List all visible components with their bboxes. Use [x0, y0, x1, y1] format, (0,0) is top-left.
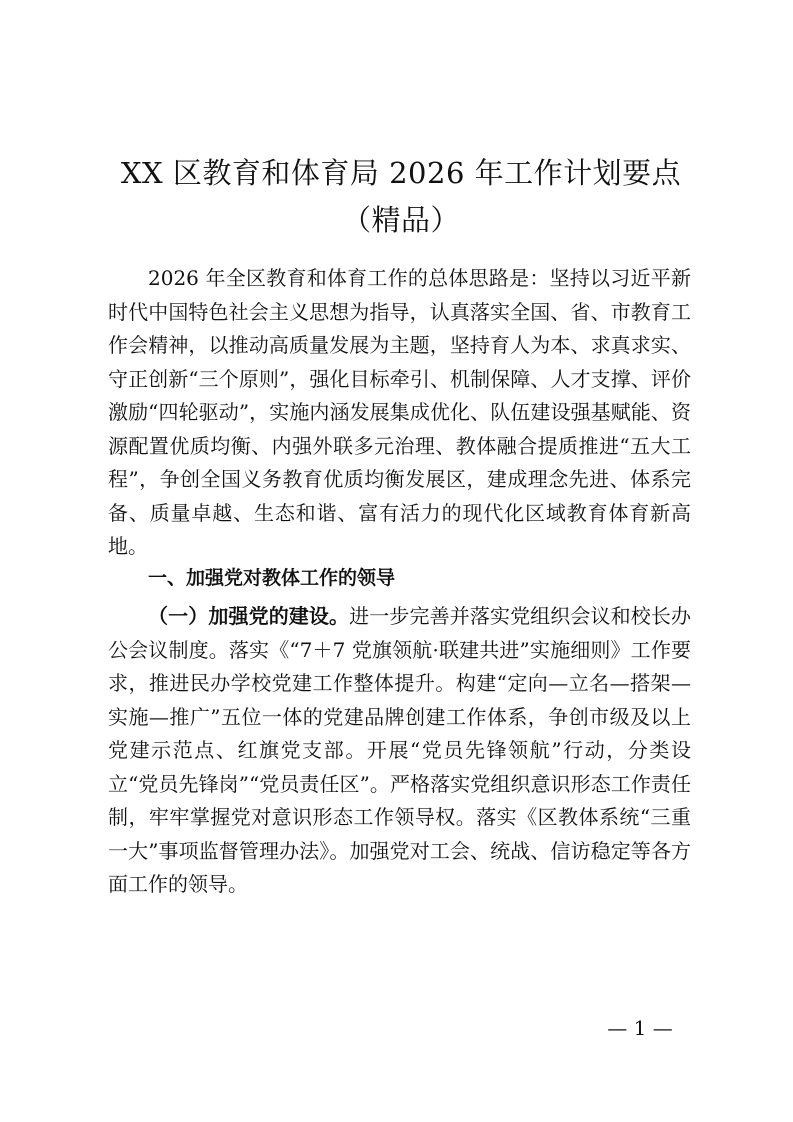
intro-paragraph: 2026 年全区教育和体育工作的总体思路是：坚持以习近平新时代中国特色社会主义思想为指导，认真落实全国、省、市教育工作会精神，以推动高质量发展为主题，坚持育人为本、求真求实、守正创新“三个原则”，强化目标牵引、机制保障、人才支撑、评价激励“四轮驱动”，实施内涵发展集成优化、队伍建设强基赋能、资源配置优质均衡、内强外联多元治理、教体融合提质推进“五大工程”，争创全国义务教育优质均衡发展区，建成理念先进、体系完备、质量卓越、生态和谐、富有活力的现代化区域教育体育新高地。 — [108, 266, 691, 558]
section-paragraph — [108, 600, 691, 902]
section-heading: 一、加强党对教体工作的领导 — [148, 567, 396, 589]
subsection-body: 进一步完善并落实党组织会议和校长办公会议制度。落实《“7＋7 党旗领航·联建共进”实施细则》工作要求，推进民办学校党建工作整体提升。构建“定向—立名—搭架—实施—推广”五位一体的党建品牌创建工作体系，争创市级及以上党建示范点、红旗党支部。开展“党员先锋领航”行动，分类设立“党员先锋岗”“党员责任区”。严格落实党组织意识形态工作责任制，牢牢掌握党对意识形态工作领导权。落实《区教体系统“三重一大”事项监督管理办法》。加强党对工会、统战、信访稳定等各方面工作的领导。 — [108, 604, 692, 896]
subsection-title: （一）加强党的建设。 — [148, 604, 350, 628]
page-number: — 1 — — [607, 1016, 673, 1040]
document-title: XX 区教育和体育局 2026 年工作计划要点（精品） — [120, 156, 682, 237]
